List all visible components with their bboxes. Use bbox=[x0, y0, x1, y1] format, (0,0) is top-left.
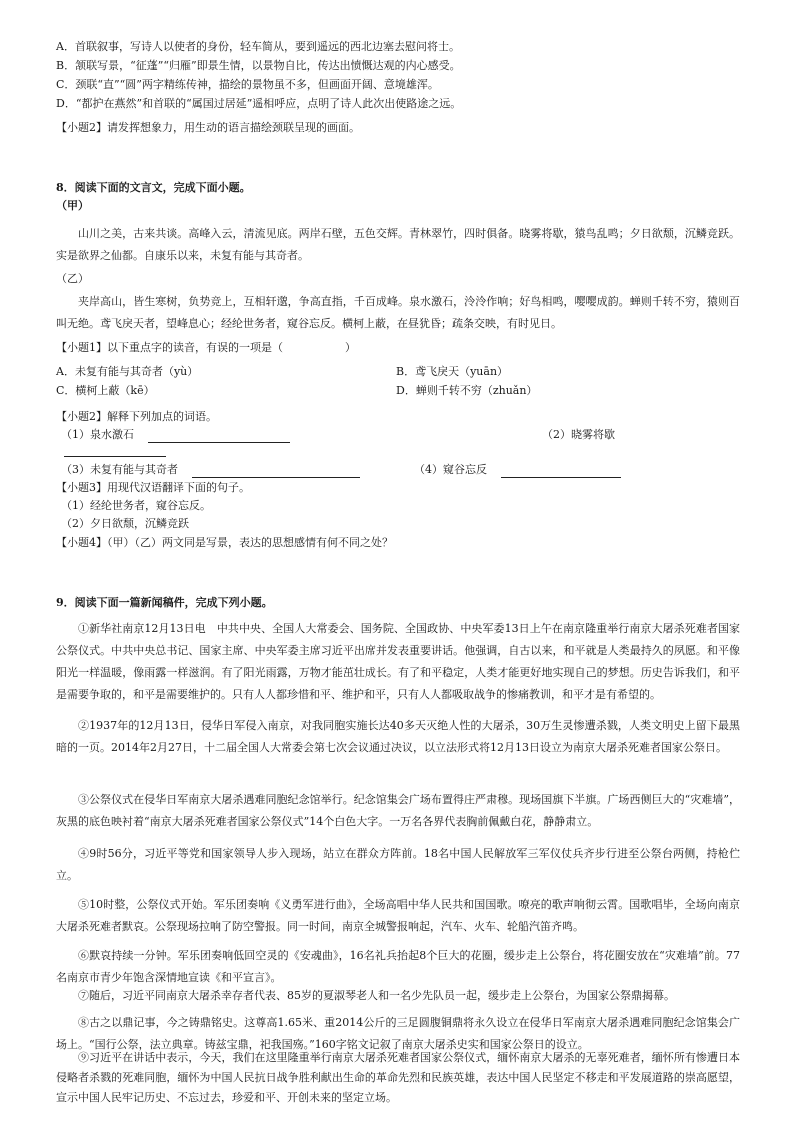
q8-sub1-b: B．鸢飞戾天（yuān） bbox=[396, 365, 509, 378]
q8-sub2-3-label: （3）未复有能与其奇者 bbox=[61, 463, 178, 476]
q8-sub1-a: A．未复有能与其奇者（yù） bbox=[56, 365, 199, 378]
q9-paragraph-6: ⑥默哀持续一分钟。军乐团奏响低回空灵的《安魂曲》，16名礼兵抬起8个巨大的花圈，缓步走上公祭台，将花圈安放在“灾难墙”前。77名南京市青少年饱含深情地宣读《和平宣言》。 bbox=[56, 949, 740, 984]
q9-paragraph-3: ③公祭仪式在侵华日军南京大屠杀遇难同胞纪念馆举行。纪念馆集会广场布置得庄严肃穆。现场国旗下半旗。广场西侧巨大的“灾难墙”，灰黑的底色映衬着“南京大屠杀死难者国家公祭仪式”14个白色大字。一万名各界代表胸前佩戴白花，静静肃立。 bbox=[56, 793, 740, 828]
q8-sub1-d: D．蝉则千转不穷（zhuǎn） bbox=[396, 384, 538, 397]
q8-sub2-1-label: （1）泉水激石 bbox=[61, 428, 134, 441]
q8-sub2-2-label: （2）晓雾将歇 bbox=[542, 428, 615, 441]
q8-sub3-1: （1）经纶世务者，窥谷忘反。 bbox=[61, 499, 211, 512]
answer-blank-1[interactable] bbox=[148, 430, 290, 443]
q9-title: 9．阅读下面一篇新闻稿件，完成下列小题。 bbox=[56, 596, 273, 609]
answer-blank-2[interactable] bbox=[64, 444, 166, 457]
q8-sub3: 【小题3】用现代汉语翻译下面的句子。 bbox=[56, 481, 250, 494]
q8-sub1-close: ） bbox=[345, 341, 356, 354]
q9-paragraph-2: ②1937年的12月13日，侵华日军侵入南京，对我同胞实施长达40多天灭绝人性的大屠杀，30万生灵惨遭杀戮，人类文明史上留下最黑暗的一页。2014年2月27日，十二届全国人大常委会第七次会议通过决议，以立法形式将12月13日设立为南京大屠杀死难者国家公祭日。 bbox=[56, 719, 740, 754]
q9-paragraph-1: ①新华社南京12月13日电 中共中央、全国人大常委会、国务院、全国政协、中央军委13日上午在南京隆重举行南京大屠杀死难者国家公祭仪式。中共中央总书记、国家主席、中央军委主席习近平出席并发表重要讲话。他强调，自古以来，和平就是人类最持久的夙愿。和平像阳光一样温暖，像雨露一样滋润。有了阳光雨露，万物才能茁壮成长。有了和平稳定，人类才能更好地实现自己的梦想。历史告诉我们，和平是需要争取的，和平是需要维护的。只有人人都珍惜和平、维护和平，只有人人都吸取战争的惨痛教训，和平才是有希望的。 bbox=[56, 622, 740, 701]
answer-blank-3[interactable] bbox=[192, 465, 360, 478]
q8-jia-label: （甲） bbox=[56, 199, 89, 212]
q7-sub2: 【小题2】请发挥想象力，用生动的语言描绘颈联呈现的画面。 bbox=[56, 121, 360, 134]
answer-blank-4[interactable] bbox=[501, 465, 621, 478]
q9-paragraph-9: ⑨习近平在讲话中表示，今天，我们在这里隆重举行南京大屠杀死难者国家公祭仪式，缅怀南京大屠杀的无辜死难者，缅怀所有惨遭日本侵略者杀戮的死难同胞，缅怀为中国人民抗日战争胜利献出生命的革命先烈和民族英雄，表达中国人民坚定不移走和平发展道路的崇高愿望，宣示中国人民牢记历史、不忘过去，珍爱和平、开创未来的坚定立场。 bbox=[56, 1051, 740, 1104]
q9-paragraph-4: ④9时56分，习近平等党和国家领导人步入现场，站立在群众方阵前。18名中国人民解放军三军仪仗兵齐步行进至公祭台两侧，持枪伫立。 bbox=[56, 847, 740, 882]
q8-title: 8．阅读下面的文言文，完成下面小题。 bbox=[56, 181, 251, 194]
q8-sub2-4-label: （4）窥谷忘反 bbox=[414, 463, 487, 476]
q8-sub4: 【小题4】（甲）（乙）两文同是写景，表达的思想感情有何不同之处？ bbox=[56, 536, 393, 549]
q8-yi-label: （乙） bbox=[56, 272, 89, 285]
q8-sub1-prompt: 【小题1】以下重点字的读音，有误的一项是（ bbox=[56, 341, 283, 354]
q7-option-b: B．颔联写景，“征蓬”“归雁”即景生情，以景物自比，传达出愤慨达观的内心感受。 bbox=[56, 59, 461, 72]
q8-sub2: 【小题2】解释下列加点的词语。 bbox=[56, 410, 217, 423]
q8-sub1-c: C．横柯上蔽（kē） bbox=[56, 384, 155, 397]
q9-paragraph-7: ⑦随后，习近平同南京大屠杀幸存者代表、85岁的夏淑琴老人和一名少先队员一起，缓步走上公祭台，为国家公祭鼎揭幕。 bbox=[78, 989, 675, 1002]
q8-yi-text: 夹岸高山，皆生寒树，负势竞上，互相轩邈，争高直指，千百成峰。泉水激石，泠泠作响；好鸟相鸣，嘤嘤成韵。蝉则千转不穷，猿则百叫无绝。鸢飞戾天者，望峰息心；经纶世务者，窥谷忘反。横柯上蔽，在昼犹昏；疏条交映，有时见日。 bbox=[56, 295, 740, 330]
q7-option-d: D．“都护在燕然”和首联的“属国过居延”遥相呼应，点明了诗人此次出使路途之远。 bbox=[56, 97, 462, 110]
q9-paragraph-5: ⑤10时整，公祭仪式开始。军乐团奏响《义勇军进行曲》，全场高唱中华人民共和国国歌。嘹亮的歌声响彻云霄。国歌唱毕，全场向南京大屠杀死难者默哀。公祭现场拉响了防空警报。同一时间，南京全城警报响起，汽车、火车、轮船汽笛齐鸣。 bbox=[56, 898, 740, 933]
q8-sub2-item4 bbox=[414, 462, 621, 478]
q8-sub1 bbox=[56, 340, 356, 356]
q8-jia-text: 山川之美，古来共谈。高峰入云，清流见底。两岸石壁，五色交辉。青林翠竹，四时俱备。晓雾将歇，猿鸟乱鸣；夕日欲颓，沉鳞竞跃。实是欲界之仙都。自康乐以来，未复有能与其奇者。 bbox=[56, 227, 740, 262]
q9-paragraph-8: ⑧古之以鼎记事，今之铸鼎铭史。这尊高1.65米、重2014公斤的三足圆腹铜鼎将永久设立在侵华日军南京大屠杀遇难同胞纪念馆集会广场上。“国行公祭，法立典章。铸兹宝鼎，祀我国殇。”160字铭文记叙了南京大屠杀史实和国家公祭日的设立。 bbox=[56, 1016, 740, 1051]
q8-sub2-item3 bbox=[61, 462, 360, 478]
q8-sub2-item2-line bbox=[56, 441, 166, 457]
q7-option-a: A．首联叙事，写诗人以使者的身份，轻车简从，要到遥远的西北边塞去慰问将士。 bbox=[56, 40, 460, 53]
q7-option-c: C．颈联“直”“圆”两字精练传神，描绘的景物虽不多，但画面开阔、意境雄浑。 bbox=[56, 78, 439, 91]
q8-sub3-2: （2）夕日欲颓，沉鳞竞跃 bbox=[61, 517, 189, 530]
